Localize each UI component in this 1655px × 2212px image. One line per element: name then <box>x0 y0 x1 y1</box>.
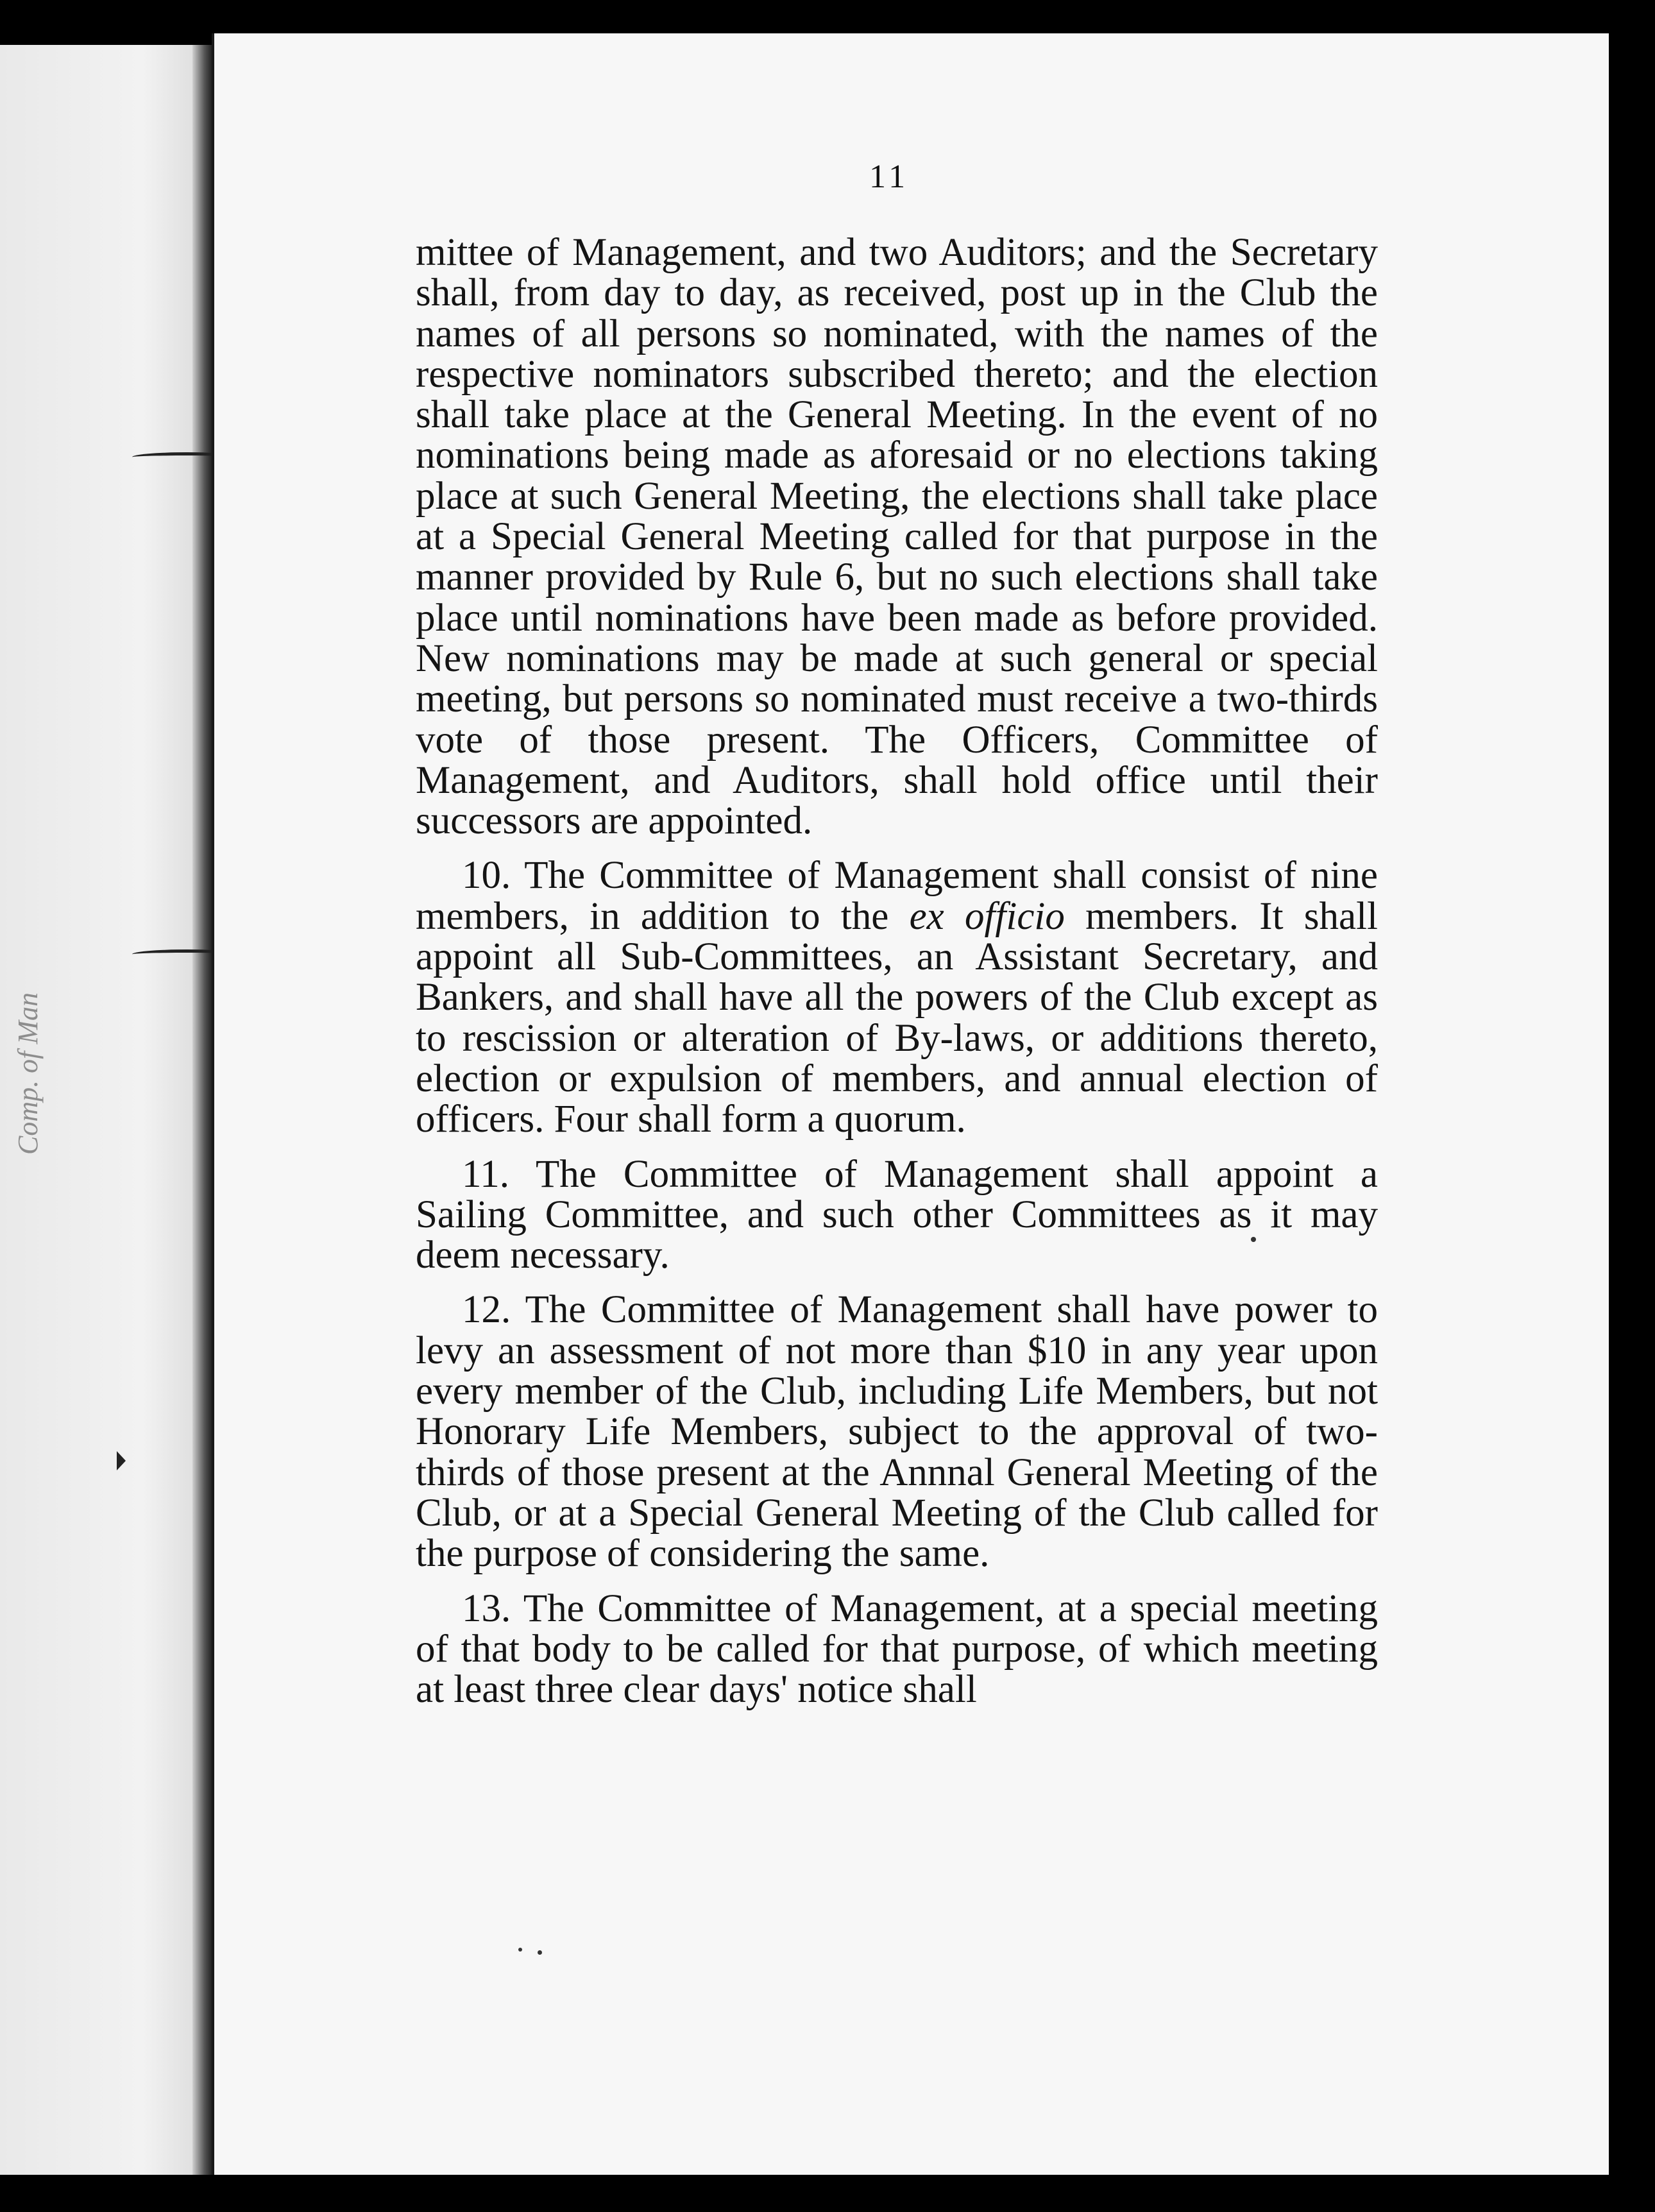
rule-10-italic-term: ex officio <box>909 894 1065 938</box>
paragraph-rule-11: 11. The Committee of Management shall appoint a Sailing Committee, and such other Committees as it may deem necessary. <box>416 1152 1378 1277</box>
page-gutter <box>192 45 214 2175</box>
body-text <box>416 232 1378 1710</box>
print-speck <box>518 1948 522 1952</box>
paragraph-continuation: mittee of Management, and two Auditors; and the Secretary shall, from day to day, as received, post up in the Club the names of all persons so nominated, with the names of the respective nominators subscribed thereto; and the election shall take place at the General Meeting. In the event of no nominations being made as aforesaid or no elections taking place at such General Meeting, the elections shall take place at a Special General Meeting called for that purpose in the manner provided by Rule 6, but no such elections shall take place until nominations have been made as before provided. New nominations may be made at such general or special meeting, but persons so nominated must receive a two-thirds vote of those present. The Officers, Committee of Management, and Auditors, shall hold office until their successors are appointed. <box>416 231 1378 843</box>
rule-10-text-end: members. It shall appoint all Sub-Committees, an Assistant Secretary, and Bankers, and shall have all the powers of the Club except as to rescission or alteration of By-laws, or additions thereto, election or expulsion of members, and annual election of officers. Four shall form a quorum. <box>416 894 1378 1141</box>
rule-10-text-start: 10. The Committee of Management shall consist of nine members, in addition to the <box>416 854 1378 938</box>
print-speck <box>1251 1237 1256 1242</box>
margin-handwriting: Comp. of Man <box>12 992 44 1155</box>
paragraph-rule-13: 13. The Committee of Management, at a special meeting of that body to be called for that purpose, of which meeting at least three clear days' notice shall <box>416 1587 1378 1712</box>
print-speck <box>538 1950 542 1955</box>
paragraph-rule-12: 12. The Committee of Management shall have power to levy an assessment of not more than $10 in any year upon every member of the Club, including Life Members, but not Honorary Life Members, subject to the approval of two-thirds of those present at the Annnal General Meeting of the Club, or at a Special General Meeting of the Club called for the purpose of considering the same. <box>416 1288 1378 1576</box>
page-number: 11 <box>869 158 910 195</box>
scan-border-bottom <box>0 2175 1655 2212</box>
paragraph-rule-10 <box>416 855 1378 1139</box>
